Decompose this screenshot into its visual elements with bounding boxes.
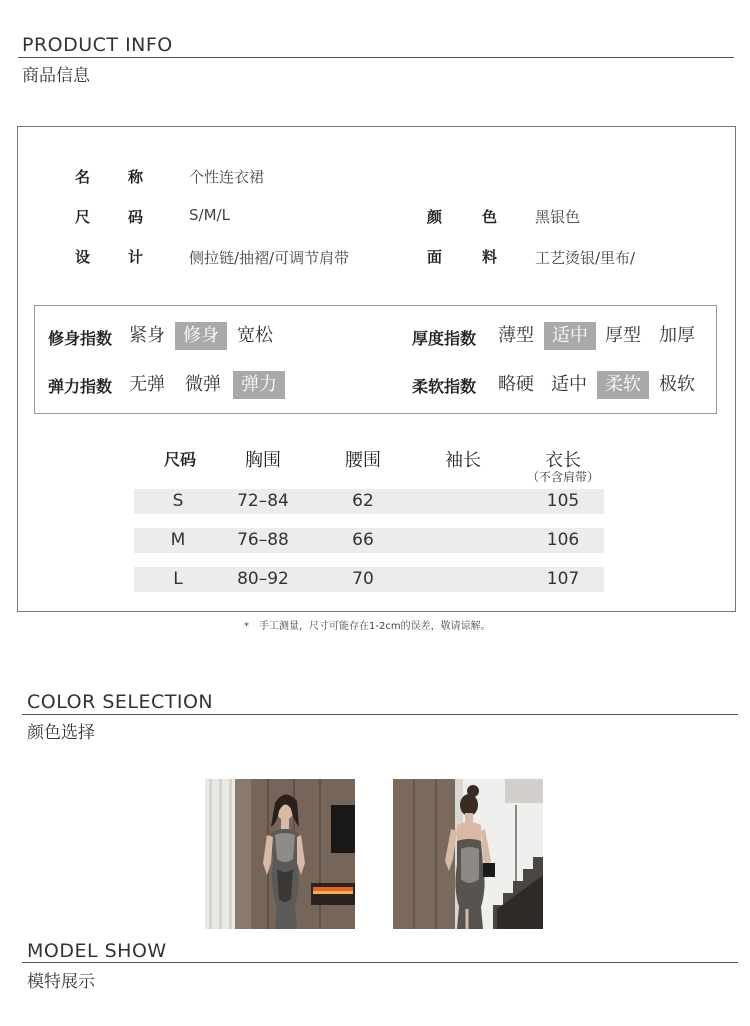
spec-label-design-2: 计 xyxy=(128,248,144,266)
softness-index-label: 柔软指数 xyxy=(412,377,477,396)
size-table-header-size: 尺码 xyxy=(163,450,196,469)
spec-label-fabric-2: 料 xyxy=(482,248,498,266)
table-cell-waist: 70 xyxy=(352,569,374,589)
spec-label-color-2: 色 xyxy=(482,208,498,226)
table-cell-length: 106 xyxy=(546,530,580,550)
softness-option-very-soft: 极软 xyxy=(659,374,695,395)
size-table-length-note: （不含肩带） xyxy=(526,470,599,484)
measure-note: * 手工测量，尺寸可能存在1-2cm的误差，敬请谅解。 xyxy=(244,621,491,632)
product-info-title: PRODUCT INFO xyxy=(22,34,173,56)
fit-option-slim: 修身 xyxy=(175,322,227,350)
table-cell-waist: 66 xyxy=(352,530,374,550)
size-table-header-sleeve: 袖长 xyxy=(445,450,481,471)
table-cell-chest: 80–92 xyxy=(237,569,289,589)
table-cell-waist: 62 xyxy=(352,491,374,511)
color-selection-title: COLOR SELECTION xyxy=(27,691,214,713)
spec-label-name-1: 名 xyxy=(75,168,91,186)
spec-label-design-1: 设 xyxy=(75,248,91,266)
table-cell-chest: 72–84 xyxy=(237,491,289,511)
fit-option-tight: 紧身 xyxy=(129,325,165,346)
table-cell-size: L xyxy=(173,569,183,589)
size-table-header-chest: 胸围 xyxy=(245,450,281,471)
spec-value-size: S/M/L xyxy=(189,206,230,224)
softness-option-medium: 适中 xyxy=(551,374,587,395)
elasticity-option-stretch: 弹力 xyxy=(233,371,285,399)
size-table-header-length: 衣长 xyxy=(545,450,581,471)
model-back-photo[interactable] xyxy=(393,779,543,929)
thickness-option-medium: 适中 xyxy=(544,322,596,350)
elasticity-option-none: 无弹 xyxy=(129,374,165,395)
model-front-photo[interactable] xyxy=(205,779,355,929)
thickness-option-thick: 厚型 xyxy=(605,325,641,346)
table-cell-length: 107 xyxy=(546,569,580,589)
model-show-subtitle: 模特展示 xyxy=(27,972,95,992)
elasticity-option-slight: 微弹 xyxy=(185,374,221,395)
thickness-index-label: 厚度指数 xyxy=(412,329,477,348)
spec-label-name-2: 称 xyxy=(128,168,144,186)
spec-value-fabric: 工艺烫银/里布/ xyxy=(535,249,636,267)
size-table-header-waist: 腰围 xyxy=(345,450,381,471)
spec-value-design: 侧拉链/抽褶/可调节肩带 xyxy=(189,249,350,267)
table-cell-length: 105 xyxy=(546,491,580,511)
spec-label-size-1: 尺 xyxy=(75,208,91,226)
spec-label-fabric-1: 面 xyxy=(427,248,443,266)
softness-option-soft: 柔软 xyxy=(597,371,649,399)
softness-option-stiff: 略硬 xyxy=(498,374,534,395)
table-cell-size: M xyxy=(170,530,186,550)
fit-index-label: 修身指数 xyxy=(48,329,113,348)
section-divider xyxy=(22,962,738,963)
thickness-option-thin: 薄型 xyxy=(498,325,534,346)
spec-label-size-2: 码 xyxy=(128,208,144,226)
product-info-subtitle: 商品信息 xyxy=(22,66,90,86)
table-cell-chest: 76–88 xyxy=(237,530,289,550)
thickness-option-extra-thick: 加厚 xyxy=(659,325,695,346)
section-divider xyxy=(18,57,734,58)
model-front-image xyxy=(205,779,355,929)
elasticity-index-label: 弹力指数 xyxy=(48,377,113,396)
color-selection-subtitle: 颜色选择 xyxy=(27,723,95,743)
spec-value-color: 黑银色 xyxy=(535,208,581,226)
section-divider xyxy=(22,714,738,715)
table-cell-size: S xyxy=(172,491,184,511)
spec-value-name: 个性连衣裙 xyxy=(189,168,265,186)
model-back-image xyxy=(393,779,543,929)
fit-option-loose: 宽松 xyxy=(237,325,273,346)
spec-label-color-1: 颜 xyxy=(427,208,443,226)
model-show-title: MODEL SHOW xyxy=(27,940,167,962)
